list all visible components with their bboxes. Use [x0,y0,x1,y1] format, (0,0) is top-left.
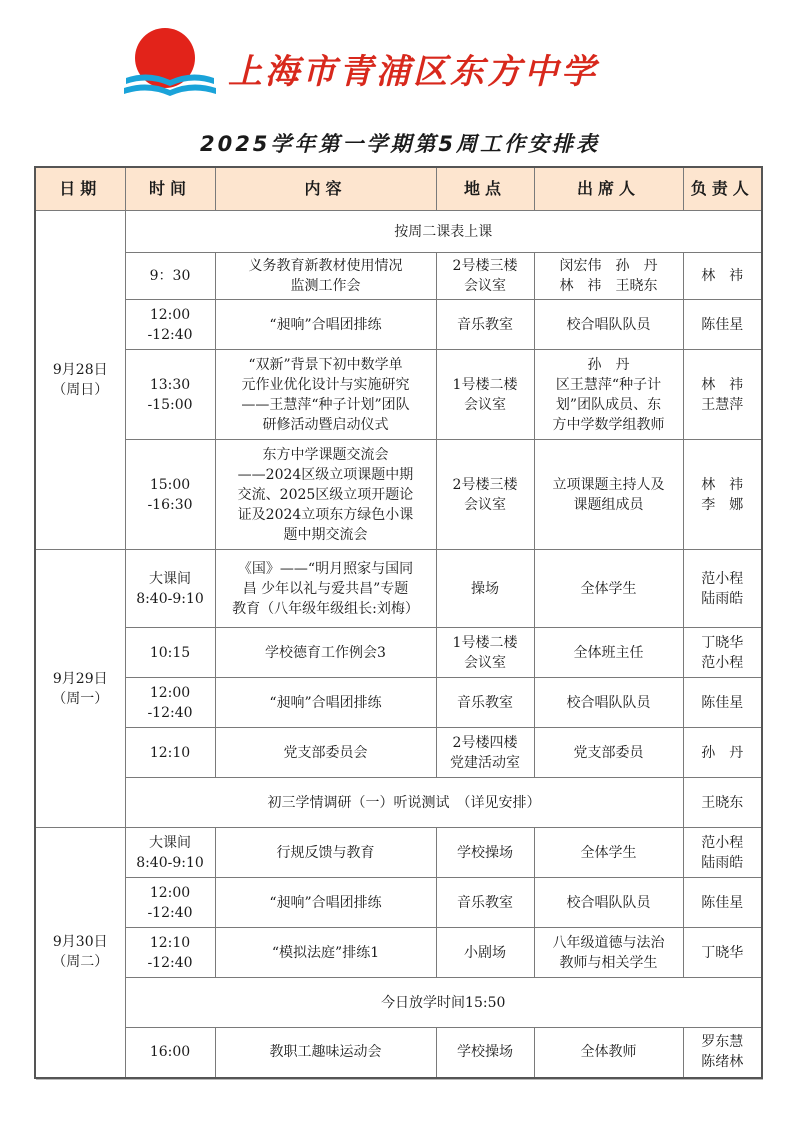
column-header-owner: 负责人 [683,167,762,211]
place-cell: 2号楼三楼 会议室 [436,440,534,550]
column-header-attendees: 出席人 [534,167,683,211]
attendees-cell: 立项课题主持人及 课题组成员 [534,440,683,550]
table-row [35,350,762,440]
time-cell: 9：30 [125,253,215,300]
attendees-cell: 全体班主任 [534,628,683,678]
table-row [35,878,762,928]
time-cell: 12:10 -12:40 [125,928,215,978]
time-cell: 16:00 [125,1028,215,1078]
content-cell: “昶响”合唱团排练 [215,300,436,350]
table-row [35,440,762,550]
owner-cell: 陈佳星 [683,878,762,928]
school-logo-icon [120,22,220,112]
owner-cell: 范小程 陆雨皓 [683,828,762,878]
place-cell: 音乐教室 [436,878,534,928]
place-cell: 小剧场 [436,928,534,978]
day-date-cell: 9月30日 （周二） [35,828,125,1078]
owner-cell: 范小程 陆雨皓 [683,550,762,628]
day-note: 初三学情调研（一）听说测试 （详见安排） [125,778,683,828]
content-cell: 《国》——“明月照家与国同 昌 少年以礼与爱共昌”专题 教育（八年级年级组长:刘梅） [215,550,436,628]
attendees-cell: 党支部委员 [534,728,683,778]
content-cell: “昶响”合唱团排练 [215,678,436,728]
attendees-cell: 校合唱队队员 [534,878,683,928]
owner-cell: 陈佳星 [683,300,762,350]
attendees-cell: 八年级道德与法治 教师与相关学生 [534,928,683,978]
owner-cell: 丁晓华 范小程 [683,628,762,678]
day-date-cell: 9月29日 （周一） [35,550,125,828]
table-header-row [35,167,762,211]
day-note: 按周二课表上课 [125,211,762,253]
table-row [35,253,762,300]
owner-cell: 林 祎 李 娜 [683,440,762,550]
day-note: 今日放学时间15:50 [125,978,762,1028]
school-name: 上海市青浦区东方中学 [228,52,598,92]
column-header-place: 地点 [436,167,534,211]
owner-cell: 王晓东 [683,778,762,828]
attendees-cell: 全体教师 [534,1028,683,1078]
content-cell: 东方中学课题交流会 ——2024区级立项课题中期 交流、2025区级立项开题论 证及2024立项东方绿色小课 题中期交流会 [215,440,436,550]
time-cell: 12:10 [125,728,215,778]
place-cell: 2号楼三楼 会议室 [436,253,534,300]
content-cell: 义务教育新教材使用情况 监测工作会 [215,253,436,300]
content-cell: 行规反馈与教育 [215,828,436,878]
place-cell: 学校操场 [436,1028,534,1078]
attendees-cell: 闵宏伟 孙 丹 林 祎 王晓东 [534,253,683,300]
attendees-cell: 全体学生 [534,828,683,878]
content-cell: “模拟法庭”排练1 [215,928,436,978]
table-row [35,778,762,828]
content-cell: 教职工趣味运动会 [215,1028,436,1078]
time-cell: 12:00 -12:40 [125,678,215,728]
table-row [35,211,762,253]
place-cell: 1号楼二楼 会议室 [436,628,534,678]
place-cell: 操场 [436,550,534,628]
place-cell: 音乐教室 [436,678,534,728]
time-cell: 12:00 -12:40 [125,300,215,350]
place-cell: 2号楼四楼 党建活动室 [436,728,534,778]
content-cell: “双新”背景下初中数学单 元作业优化设计与实施研究 ——王慧萍“种子计划”团队 研修活动暨启动仪式 [215,350,436,440]
attendees-cell: 校合唱队队员 [534,678,683,728]
table-row [35,550,762,628]
content-cell: 党支部委员会 [215,728,436,778]
owner-cell: 罗东慧 陈绪林 [683,1028,762,1078]
content-cell: 学校德育工作例会3 [215,628,436,678]
column-header-content: 内容 [215,167,436,211]
time-cell: 10:15 [125,628,215,678]
table-row [35,828,762,878]
table-row [35,728,762,778]
time-cell: 大课间 8:40-9:10 [125,550,215,628]
owner-cell: 林 祎 王慧萍 [683,350,762,440]
table-row [35,678,762,728]
page-title: 2025学年第一学期第5周工作安排表 [199,132,601,156]
attendees-cell: 校合唱队队员 [534,300,683,350]
attendees-cell: 孙 丹 区王慧萍“种子计 划”团队成员、东 方中学数学组教师 [534,350,683,440]
owner-cell: 丁晓华 [683,928,762,978]
time-cell: 15:00 -16:30 [125,440,215,550]
table-row [35,628,762,678]
owner-cell: 孙 丹 [683,728,762,778]
place-cell: 音乐教室 [436,300,534,350]
place-cell: 1号楼二楼 会议室 [436,350,534,440]
content-cell: “昶响”合唱团排练 [215,878,436,928]
place-cell: 学校操场 [436,828,534,878]
column-header-date: 日期 [35,167,125,211]
table-row [35,928,762,978]
schedule-table [34,166,763,1079]
table-row [35,978,762,1028]
header [120,22,640,112]
table-row [35,1028,762,1078]
time-cell: 13:30 -15:00 [125,350,215,440]
table-row [35,300,762,350]
column-header-time: 时间 [125,167,215,211]
owner-cell: 陈佳星 [683,678,762,728]
day-date-cell: 9月28日 （周日） [35,211,125,550]
time-cell: 12:00 -12:40 [125,878,215,928]
owner-cell: 林 祎 [683,253,762,300]
time-cell: 大课间 8:40-9:10 [125,828,215,878]
attendees-cell: 全体学生 [534,550,683,628]
